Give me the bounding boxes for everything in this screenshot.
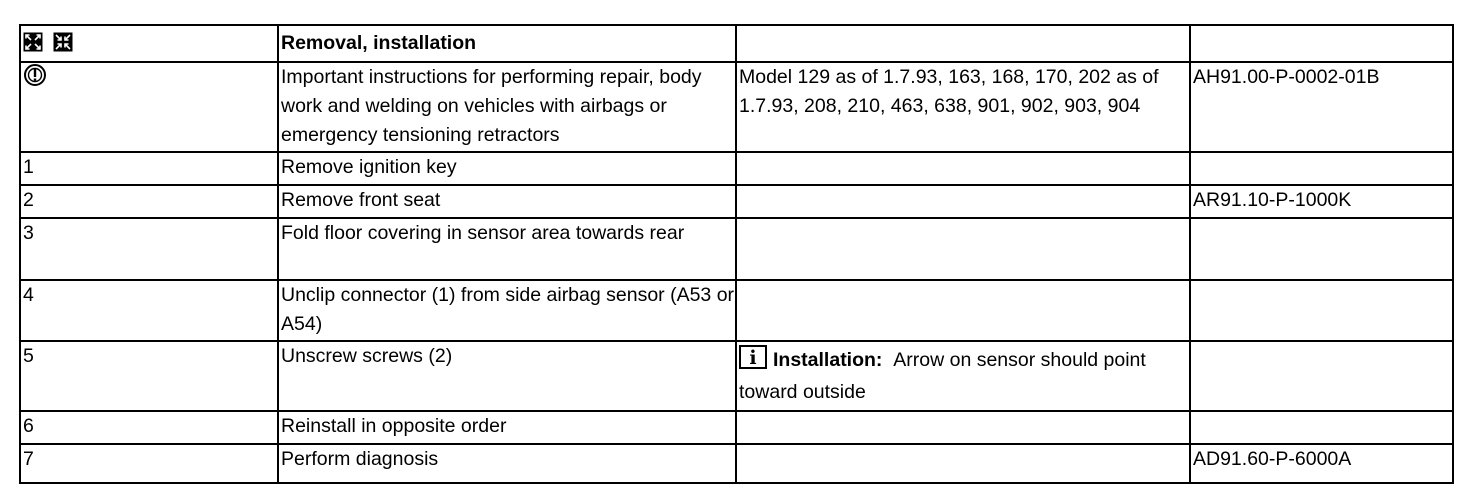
step-reference: [1190, 341, 1453, 411]
header-empty-cell: [1190, 25, 1453, 62]
step-number: 3: [20, 218, 278, 280]
step-reference: [1190, 152, 1453, 185]
step-number: 5: [20, 341, 278, 411]
step-note: [736, 185, 1190, 218]
warning-icon-cell: [20, 62, 278, 152]
step-text: Reinstall in opposite order: [278, 411, 736, 444]
installation-note: Arrow on sensor should point toward outside: [739, 349, 1146, 403]
step-row: [20, 218, 1453, 280]
warning-circle-icon: [23, 63, 47, 96]
step-row: [20, 444, 1453, 483]
step-reference-link[interactable]: AD91.60-P-6000A: [1190, 444, 1453, 483]
expand-arrows-icon[interactable]: [23, 32, 43, 52]
warning-text: Important instructions for performing repair, body work and welding on vehicles with airbags or emergency tensioning retractors: [278, 62, 736, 152]
installation-label: Installation:: [773, 349, 883, 371]
step-text: Unscrew screws (2): [278, 341, 736, 411]
step-reference-link[interactable]: AR91.10-P-1000K: [1190, 185, 1453, 218]
warning-reference-link[interactable]: AH91.00-P-0002-01B: [1190, 62, 1453, 152]
warning-models: Model 129 as of 1.7.93, 163, 168, 170, 202 as of 1.7.93, 208, 210, 463, 638, 901, 902, 903, 904: [736, 62, 1190, 152]
step-reference: [1190, 411, 1453, 444]
step-row: [20, 152, 1453, 185]
step-row: [20, 341, 1453, 411]
info-icon: [739, 345, 767, 378]
step-note: [736, 411, 1190, 444]
step-number: 4: [20, 280, 278, 341]
procedure-table: [19, 24, 1454, 484]
header-row: [20, 25, 1453, 62]
step-row: [20, 411, 1453, 444]
step-number: 2: [20, 185, 278, 218]
step-reference: [1190, 218, 1453, 280]
collapse-arrows-icon[interactable]: [53, 32, 73, 52]
step-text: Fold floor covering in sensor area towards rear: [278, 218, 736, 280]
step-text: Remove ignition key: [278, 152, 736, 185]
step-reference: [1190, 280, 1453, 341]
step-text: Remove front seat: [278, 185, 736, 218]
header-empty-cell: [736, 25, 1190, 62]
step-number: 6: [20, 411, 278, 444]
step-text: Unclip connector (1) from side airbag sensor (A53 or A54): [278, 280, 736, 341]
step-note: [736, 218, 1190, 280]
step-note: [736, 152, 1190, 185]
step-number: 1: [20, 152, 278, 185]
header-icons-cell: [20, 25, 278, 62]
step-note: [736, 280, 1190, 341]
warning-row: [20, 62, 1453, 152]
step-row: [20, 280, 1453, 341]
step-row: [20, 185, 1453, 218]
step-text: Perform diagnosis: [278, 444, 736, 483]
step-note: [736, 444, 1190, 483]
step-number: 7: [20, 444, 278, 483]
header-title: Removal, installation: [278, 25, 736, 62]
svg-text:i: i: [749, 347, 757, 369]
step-note: [736, 341, 1190, 411]
